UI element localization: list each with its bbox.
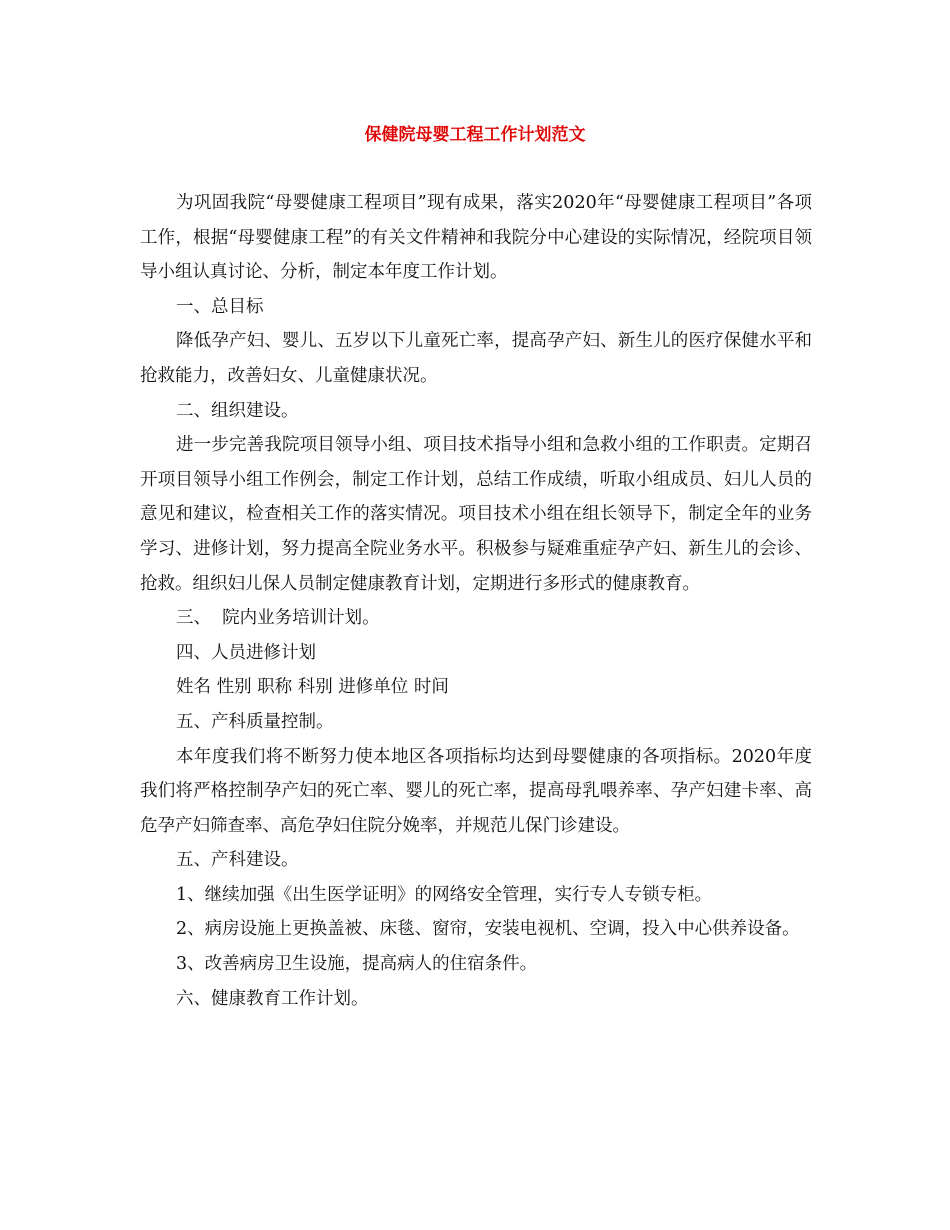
document-title: 保健院母婴工程工作计划范文 [364,125,586,145]
list-item-1: 1、继续加强《出生医学证明》的网络安全管理，实行专人专锁专柜。 [176,884,713,905]
list-item-2: 2、病房设施上更换盖被、床毯、窗帘，安装电视机、空调，投入中心供养设备。 [176,919,800,940]
heading-obstetrics-construction: 五、产科建设。 [176,850,299,871]
heading-quality-control: 五、产科质量控制。 [176,711,334,732]
heading-overall-goal: 一、总目标 [176,296,264,317]
heading-training: 三、 院内业务培训计划。 [176,608,380,629]
list-item-3: 3、改善病房卫生设施，提高病人的住宿条件。 [176,954,538,975]
heading-staff-study: 四、人员进修计划 [176,642,316,663]
paragraph-quality-control: 本年度我们将不断努力使本地区各项指标均达到母婴健康的各项指标。2020年度我们将严格控制孕产妇的死亡率、婴儿的死亡率，提高母乳喂养率、孕产妇建卡率、高危孕产妇筛查率、高危孕妇住院分娩率，并规范儿保门诊建设。 [140,746,812,836]
heading-health-education: 六、健康教育工作计划。 [176,988,369,1009]
paragraph-intro: 为巩固我院“母婴健康工程项目”现有成果，落实2020年“母婴健康工程项目”各项工作，根据“母婴健康工程”的有关文件精神和我院分中心建设的实际情况，经院项目领导小组认真讨论、分析，制定本年度工作计划。 [140,193,812,283]
document-body [140,186,812,1016]
staff-table-header: 姓名 性别 职称 科别 进修单位 时间 [176,677,449,698]
paragraph-overall-goal: 降低孕产妇、婴儿、五岁以下儿童死亡率，提高孕产妇、新生儿的医疗保健水平和抢救能力，改善妇女、儿童健康状况。 [140,331,812,386]
heading-organization: 二、组织建设。 [176,400,299,421]
paragraph-organization: 进一步完善我院项目领导小组、项目技术指导小组和急救小组的工作职责。定期召开项目领导小组工作例会，制定工作计划，总结工作成绩，听取小组成员、妇儿人员的意见和建议，检查相关工作的落实情况。项目技术小组在组长领导下，制定全年的业务学习、进修计划，努力提高全院业务水平。积极参与疑难重症孕产妇、新生儿的会诊、抢救。组织妇儿保人员制定健康教育计划，定期进行多形式的健康教育。 [140,435,812,594]
